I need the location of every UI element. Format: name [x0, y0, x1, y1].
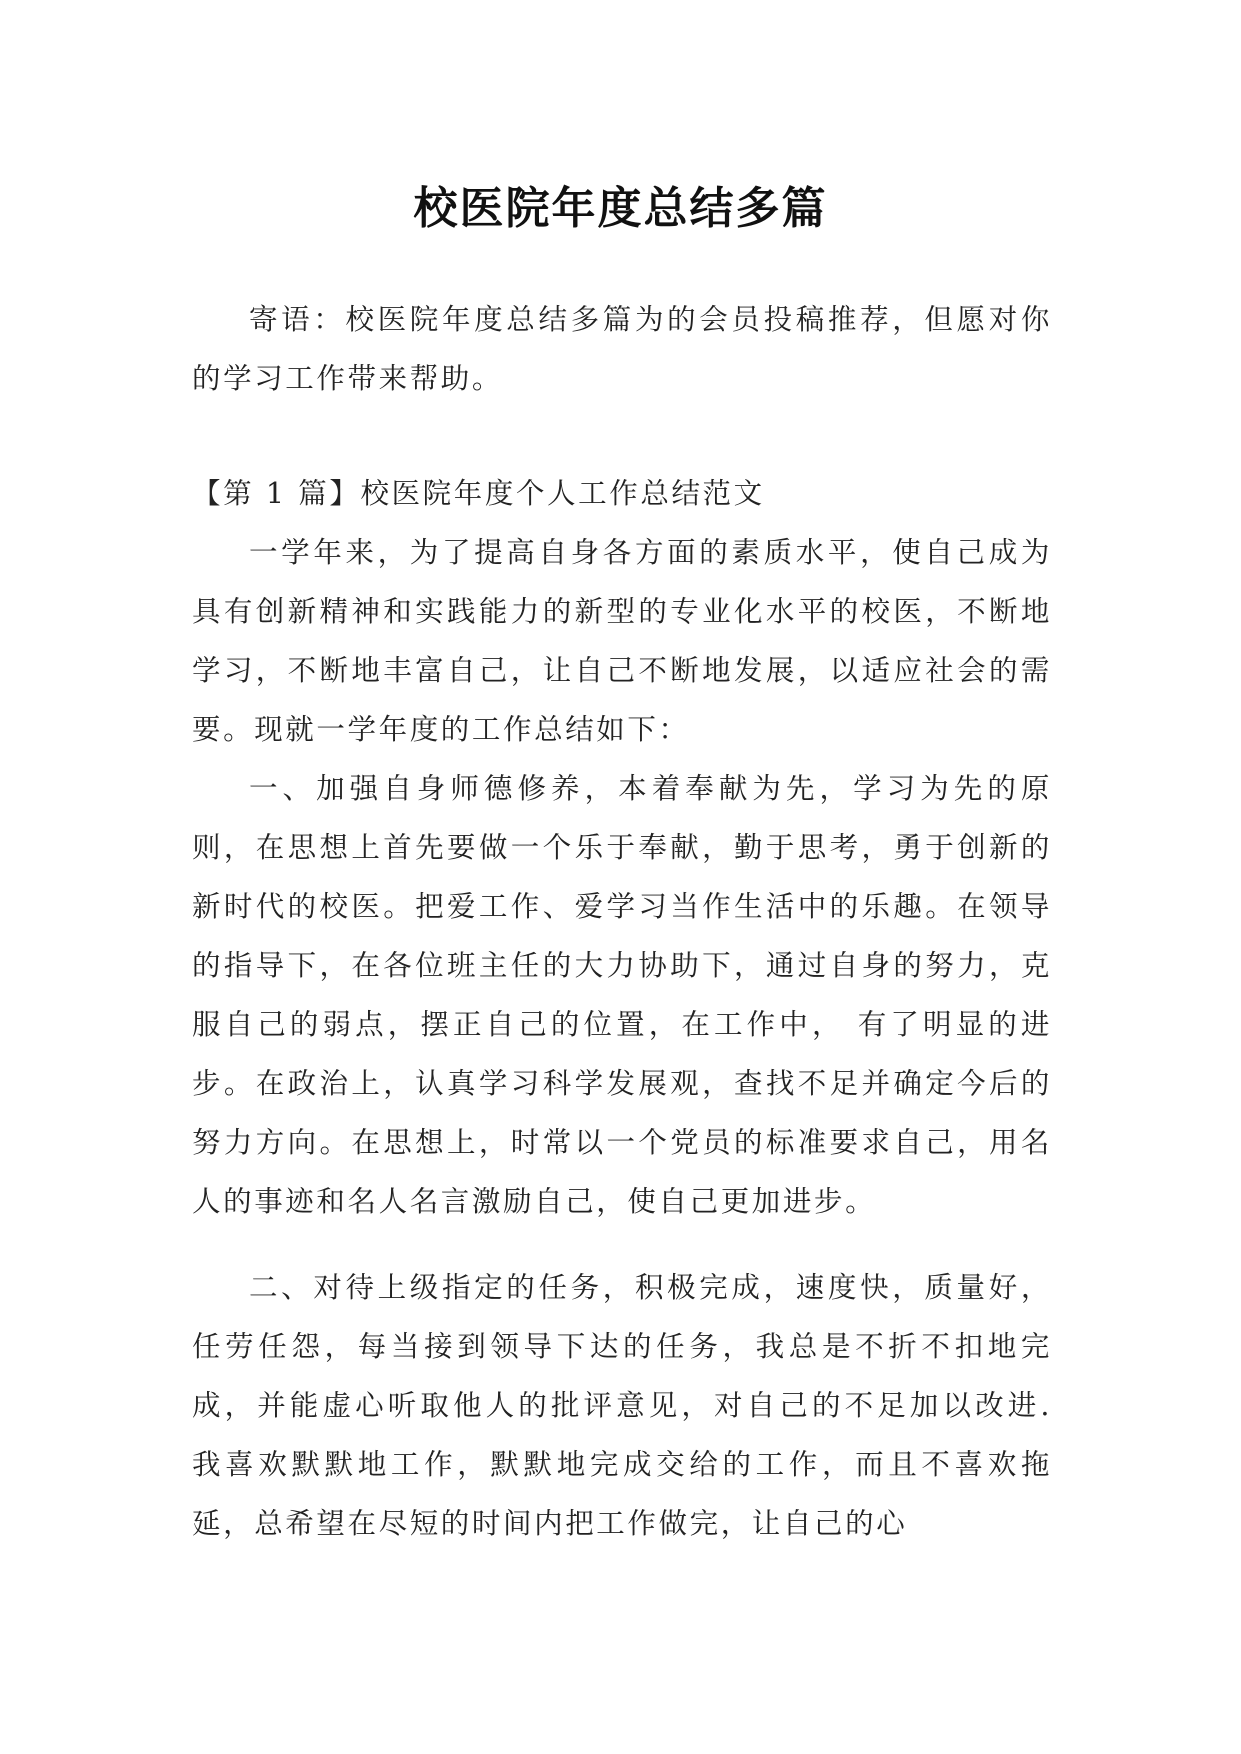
section-heading: 【第 1 篇】校医院年度个人工作总结范文 — [192, 477, 765, 510]
body-paragraph-2: 一、加强自身师德修养，本着奉献为先，学习为先的原则，在思想上首先要做一个乐于奉献，勤于思考，勇于创新的新时代的校医。把爱工作、爱学习当作生活中的乐趣。在领导的指导下，在各位班主任的大力协助下，通过自身的努力，克服自己的弱点，摆正自己的位置，在工作中， 有了明显的进步。在政治上，认真学习科学发展观，查找不足并确定今后的努力方向。在思想上，时常以一个党员的标准要求自己，用名人的事迹和名人名言激励自己，使自己更加进步。 — [192, 772, 1052, 1218]
body-paragraph-3: 二、对待上级指定的任务，积极完成，速度快，质量好，任劳任怨，每当接到领导下达的任务，我总是不折不扣地完成，并能虚心听取他人的批评意见，对自己的不足加以改进. 我喜欢默默地工作，默默地完成交给的工作，而且不喜欢拖延，总希望在尽短的时间内把工作做完，让自己的心 — [192, 1271, 1052, 1540]
section-1 — [192, 464, 1052, 1553]
intro-block — [192, 290, 1052, 408]
intro-paragraph: 寄语：校医院年度总结多篇为的会员投稿推荐，但愿对你的学习工作带来帮助。 — [192, 303, 1052, 395]
body-paragraph-1: 一学年来，为了提高自身各方面的素质水平，使自己成为具有创新精神和实践能力的新型的专业化水平的校医，不断地学习，不断地丰富自己，让自己不断地发展，以适应社会的需要。现就一学年度的工作总结如下： — [192, 536, 1052, 746]
document-title: 校医院年度总结多篇 — [413, 183, 828, 235]
